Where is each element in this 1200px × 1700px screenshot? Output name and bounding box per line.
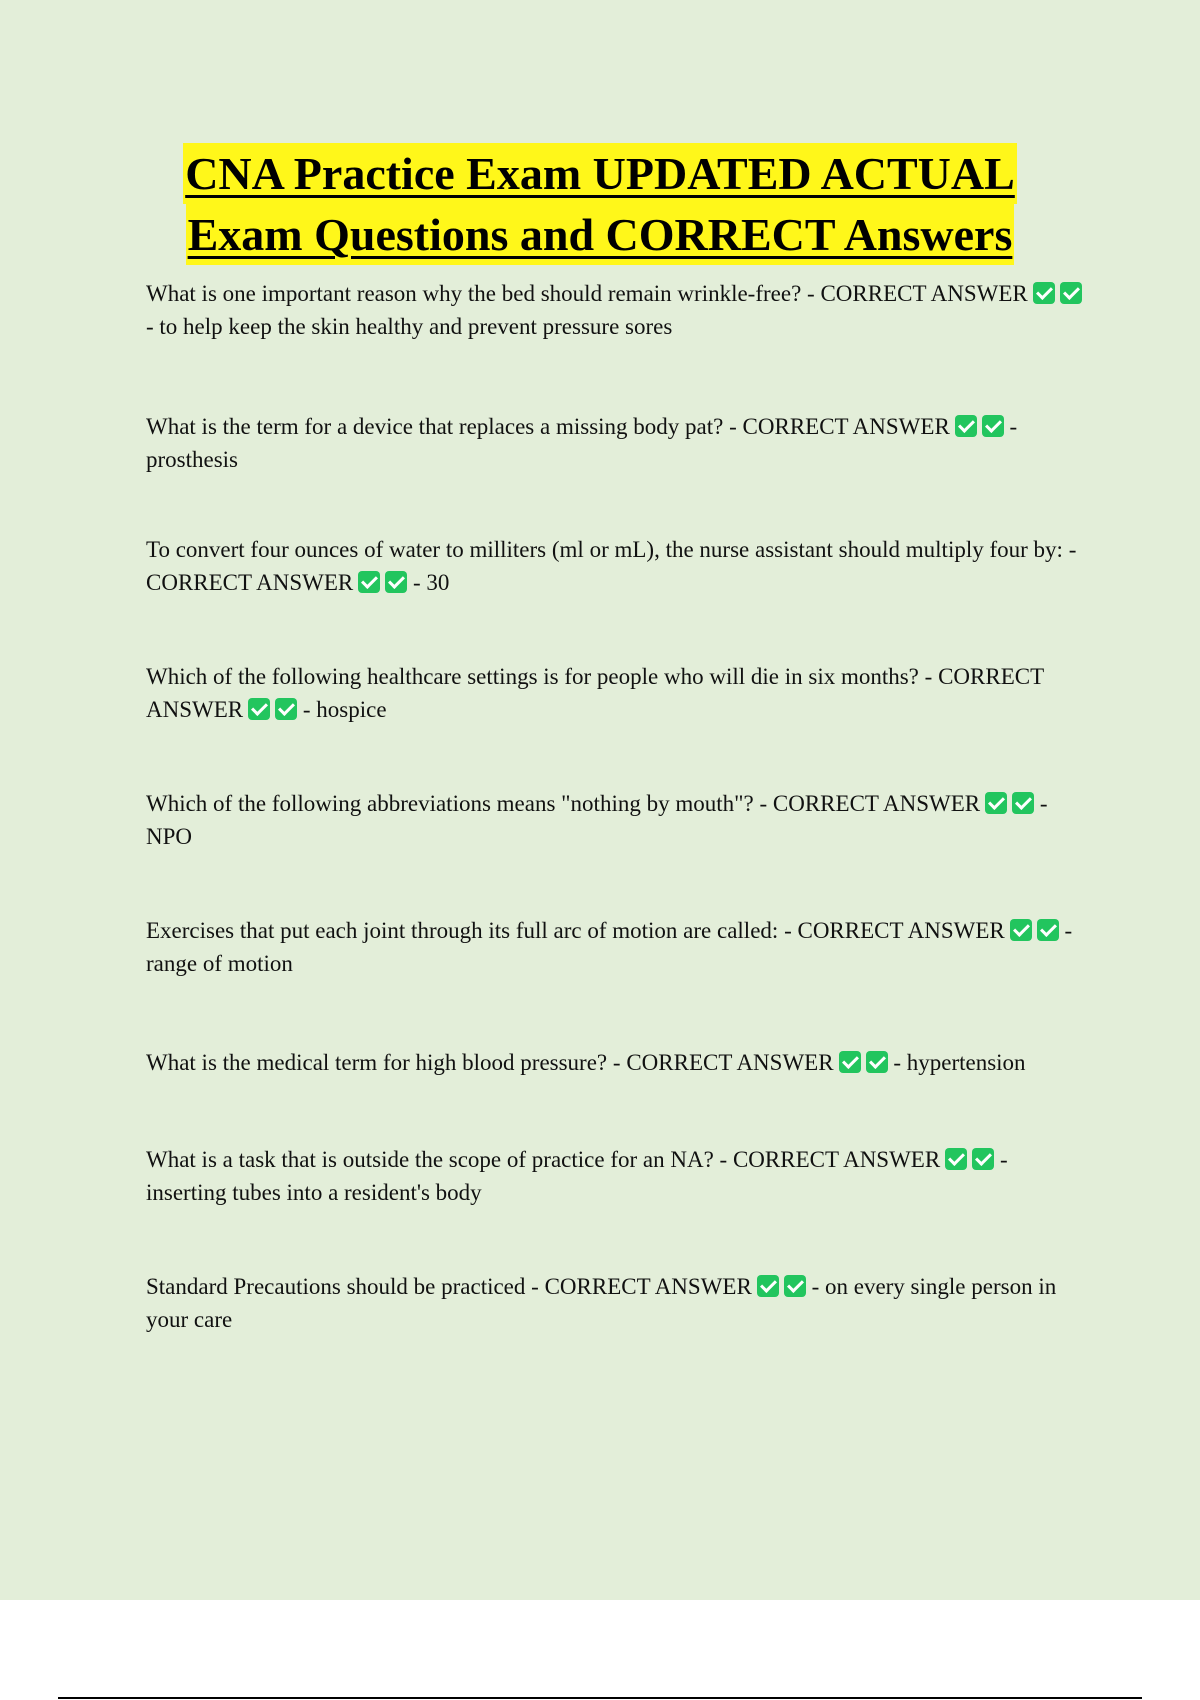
checkmark-icon (275, 698, 297, 720)
checkmark-icon (385, 571, 407, 593)
answer-marker: CORRECT ANSWER (544, 1274, 752, 1299)
answer-marker: CORRECT ANSWER (797, 918, 1005, 943)
checkmark-icon (982, 415, 1004, 437)
answer-marker: CORRECT ANSWER (626, 1050, 834, 1075)
checkmark-icon (358, 571, 380, 593)
checkmark-icon (985, 792, 1007, 814)
title-line-1: CNA Practice Exam UPDATED ACTUAL (183, 143, 1017, 204)
answer-marker: CORRECT ANSWER (146, 664, 1044, 722)
answer-text: range of motion (146, 951, 293, 976)
answer-text: NPO (146, 824, 193, 849)
question-text: What is the term for a device that replaces a missing body pat? (146, 414, 724, 439)
checkmark-icon (248, 698, 270, 720)
qa-item-8: What is a task that is outside the scope of practice for an NA? - CORRECT ANSWER - inserting tubes into a resident's body (146, 1147, 1008, 1205)
checkmark-icon (757, 1275, 779, 1297)
title-line-2: Exam Questions and CORRECT Answers (186, 204, 1015, 265)
answer-text: 30 (426, 570, 450, 595)
qa-item-5: Which of the following abbreviations means "nothing by mouth"? - CORRECT ANSWER - NPO (146, 791, 1048, 849)
answer-text: hospice (316, 697, 387, 722)
answer-marker: CORRECT ANSWER (772, 791, 981, 816)
checkmark-icon (1033, 282, 1055, 304)
checkmark-icon (839, 1051, 861, 1073)
answer-marker: CORRECT ANSWER (820, 281, 1028, 306)
qa-item-9: Standard Precautions should be practiced - CORRECT ANSWER - on every single person in your care (146, 1274, 1057, 1332)
qa-item-6: Exercises that put each joint through its full arc of motion are called: - CORRECT ANSWER - range of motion (146, 918, 1073, 976)
question-text: What is a task that is outside the scope of practice for an NA? (146, 1147, 714, 1172)
answer-marker: CORRECT ANSWER (146, 570, 354, 595)
qa-item-2: What is the term for a device that replaces a missing body pat? - CORRECT ANSWER - prosthesis (146, 414, 1018, 472)
question-text: What is one important reason why the bed should remain wrinkle-free? (146, 281, 802, 306)
checkmark-icon (972, 1148, 994, 1170)
checkmark-icon (955, 415, 977, 437)
answer-text: prosthesis (146, 447, 238, 472)
question-text: Exercises that put each joint through its full arc of motion are called: (146, 918, 779, 943)
checkmark-icon (945, 1148, 967, 1170)
answer-marker: CORRECT ANSWER (742, 414, 950, 439)
question-text: To convert four ounces of water to milliters (ml or mL), the nurse assistant should multiply four by: (146, 537, 1063, 562)
question-text: Standard Precautions should be practiced (146, 1274, 526, 1299)
checkmark-icon (1012, 792, 1034, 814)
footer-divider (58, 1697, 1142, 1699)
answer-text: hypertension (906, 1050, 1026, 1075)
checkmark-icon (866, 1051, 888, 1073)
question-text: Which of the following healthcare settings is for people who will die in six months? (146, 664, 919, 689)
qa-item-3: To convert four ounces of water to milliters (ml or mL), the nurse assistant should multiply four by: - CORRECT ANSWER - 30 (146, 537, 1077, 595)
checkmark-icon (1010, 919, 1032, 941)
qa-item-7: What is the medical term for high blood pressure? - CORRECT ANSWER - hypertension (146, 1050, 1026, 1075)
checkmark-icon (1060, 282, 1082, 304)
checkmark-icon (1037, 919, 1059, 941)
document-title (0, 143, 1200, 265)
answer-marker: CORRECT ANSWER (732, 1147, 941, 1172)
checkmark-icon (784, 1275, 806, 1297)
question-text: What is the medical term for high blood pressure? (146, 1050, 608, 1075)
answer-text: on every single person in your care (146, 1274, 1057, 1332)
answer-text: to help keep the skin healthy and prevent pressure sores (159, 314, 673, 339)
question-text: Which of the following abbreviations means "nothing by mouth"? (146, 791, 754, 816)
qa-item-1: What is one important reason why the bed should remain wrinkle-free? - CORRECT ANSWER - to help keep the skin healthy and prevent pressure sores (146, 277, 1086, 343)
qa-item-4: Which of the following healthcare settings is for people who will die in six months? - CORRECT ANSWER - hospice (146, 664, 1044, 722)
answer-text: inserting tubes into a resident's body (146, 1180, 482, 1205)
